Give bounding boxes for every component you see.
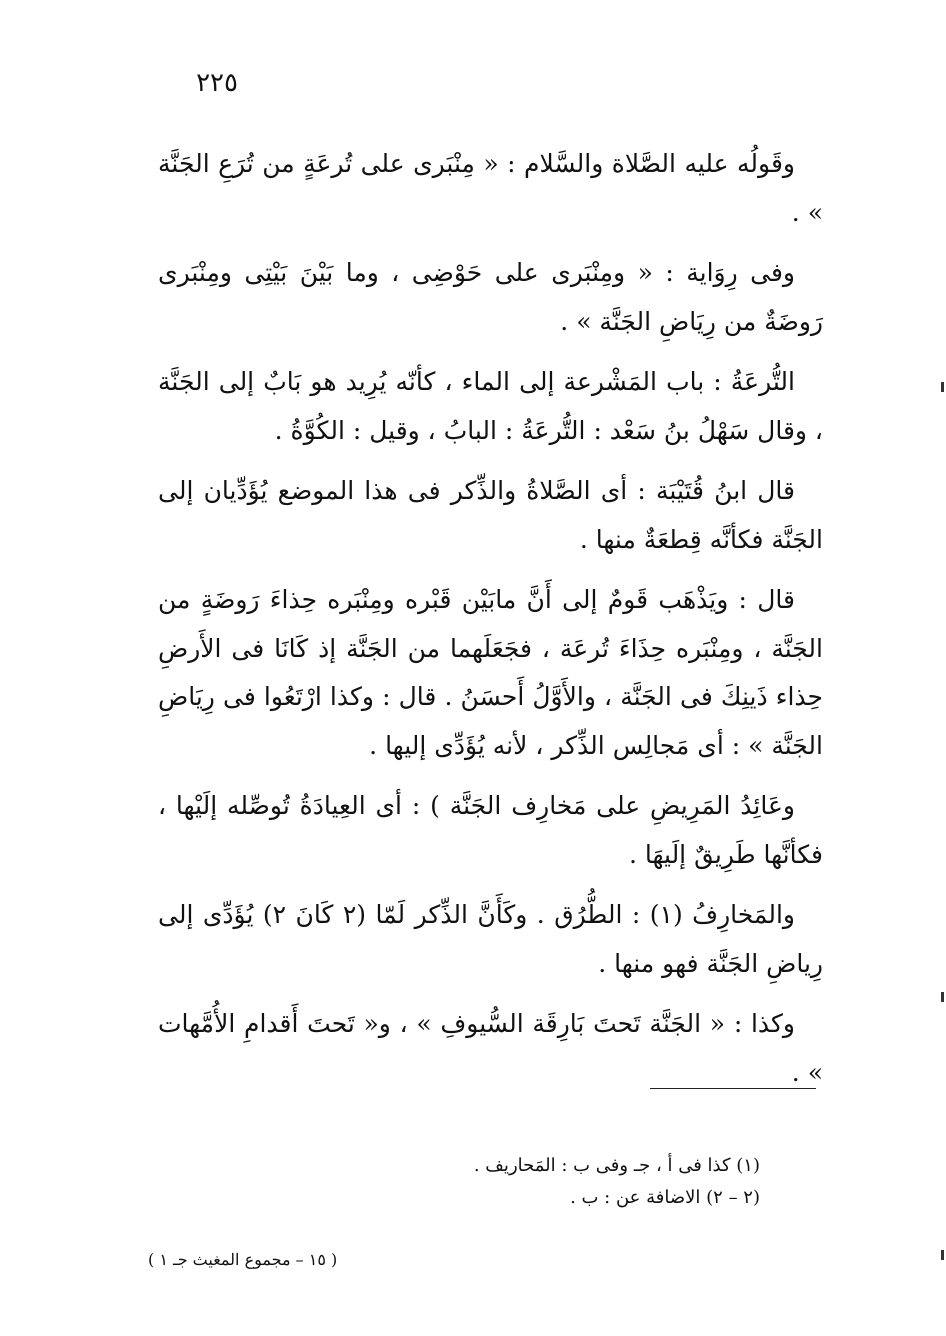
footnote: (١) كذا فى أ ، جـ وفى ب : المَحاريف . (473, 1155, 760, 1176)
footnotes (474, 1150, 760, 1214)
paragraph: وعَائِدُ المَرِيضِ على مَخارِف الجَنَّة ) : أى العِيادَةُ تُوصِّله إلَيْها ، فكأنَّها طَرِيقٌ إلَيهَا . (158, 791, 823, 869)
paragraph: التُّرعَةُ : باب المَشْرعة إلى الماء ، كأنّه يُرِيد هو بَابٌ إلى الجَنَّة ، وقال سَهْلُ بنُ سَعْد : التُّرعَةُ : البابُ ، وقيل : الكُوَّةُ . (158, 367, 823, 445)
margin-mark (941, 1250, 944, 1260)
margin-mark (941, 382, 944, 392)
paragraph: قال ابنُ قُتَيْبَة : أى الصَّلاةُ والذِّكر فى هذا الموضع يُؤَدِّيان إلى الجَنَّة فكأنَّه قِطعَةٌ منها . (158, 476, 823, 554)
footnote: (٢ – ٢) الاضافة عن : ب . (570, 1187, 760, 1208)
margin-mark (941, 992, 944, 1002)
paragraph: وفى رِوَاية : « ومِنْبَرى على حَوْضِى ، وما بَيْنَ بَيْتِى ومِنْبَرى رَوضَةٌ من رِيَاضِ الجَنَّة » . (158, 258, 823, 336)
paragraph: وكذا : « الجَنَّة تَحتَ بَارِقَة السُّيوفِ » ، و« تَحتَ أَقدامِ الأُمَّهات » . (158, 1009, 823, 1087)
footnote-divider (650, 1088, 816, 1089)
page-number: ٢٢٥ (196, 68, 238, 98)
paragraph: والمَخارِفُ (١) : الطُّرُق . وكَأَنَّ الذِّكر لَمّا (٢ كَانَ ٢) يُؤَدِّى إلى رِياضِ الجَنَّة فهو منها . (158, 900, 823, 978)
signature-mark: ( ١٥ – مجموع المغيث جـ ١ ) (148, 1250, 338, 1269)
body-text (158, 140, 823, 1109)
paragraph: قال : ويَذْهَب قَومٌ إلى أَنَّ مابَيْن قَبْره ومِنْبَره حِذاءَ رَوضَةٍ من الجَنَّة ، ومِنْبَره حِذَاءَ تُرعَة ، فجَعَلَهما من الجَنَّة إذ كَانَا فى الأَرضِ حِذاء ذَينِكَ فى الجَنَّة ، والأَوَّلُ أَحسَنُ . قال : وكذا ارْتَعُوا فى رِيَاضِ الجَنَّة » : أى مَجالِس الذِّكر ، لأنه يُؤَدِّى إليها . (158, 585, 823, 760)
paragraph: وقَولُه عليه الصَّلاة والسَّلام : « مِنْبَرى على تُرعَةٍ من تُرَعِ الجَنَّة » . (158, 149, 823, 227)
